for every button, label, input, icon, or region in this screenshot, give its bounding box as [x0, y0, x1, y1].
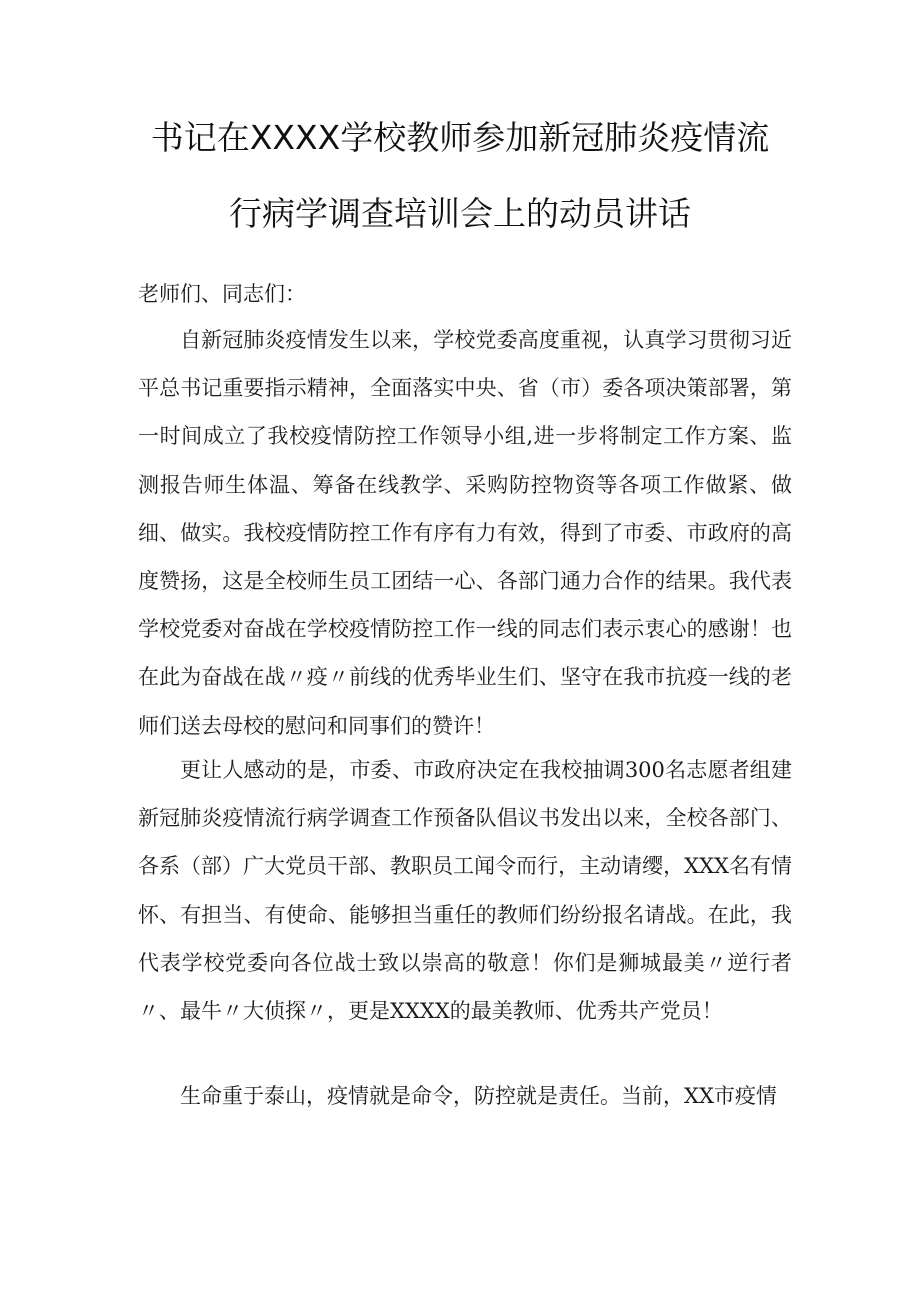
- document-title-line-1: 书记在XXXX学校教师参加新冠肺炎疫情流: [150, 118, 770, 157]
- paragraph-1: 自新冠肺炎疫情发生以来，学校党委高度重视，认真学习贯彻习近平总书记重要指示精神，全面落实中央、省（市）委各项决策部署，第一时间成立了我校疫情防控工作领导小组,进一步将制定工作方案、监测报告师生体温、筹备在线教学、采购防控物资等各项工作做紧、做细、做实。我校疫情防控工作有序有力有效，得到了市委、市政府的高度赞扬，这是全校师生员工团结一心、各部门通力合作的结果。我代表学校党委对奋战在学校疫情防控工作一线的同志们表示衷心的感谢！也在此为奋战在战〃疫〃前线的优秀毕业生们、坚守在我市抗疫一线的老师们送去母校的慰问和同事们的赞许！: [138, 328, 792, 738]
- paragraph-2: 更让人感动的是，市委、市政府决定在我校抽调300名志愿者组建新冠肺炎疫情流行病学调查工作预备队倡议书发出以来，全校各部门、各系（部）广大党员干部、教职员工闻令而行，主动请缨，XXX名有情怀、有担当、有使命、能够担当重任的教师们纷纷报名请战。在此，我代表学校党委向各位战士致以崇高的敬意！你们是狮城最美〃逆行者〃、最牛〃大侦探〃，更是XXXX的最美教师、优秀共产党员！: [138, 758, 792, 1024]
- document-title-line-2: 行病学调查培训会上的动员讲话: [229, 194, 691, 233]
- salutation: 老师们、同志们：: [138, 282, 306, 306]
- paragraph-3: 生命重于泰山，疫情就是命令，防控就是责任。当前，XX市疫情: [180, 1084, 777, 1108]
